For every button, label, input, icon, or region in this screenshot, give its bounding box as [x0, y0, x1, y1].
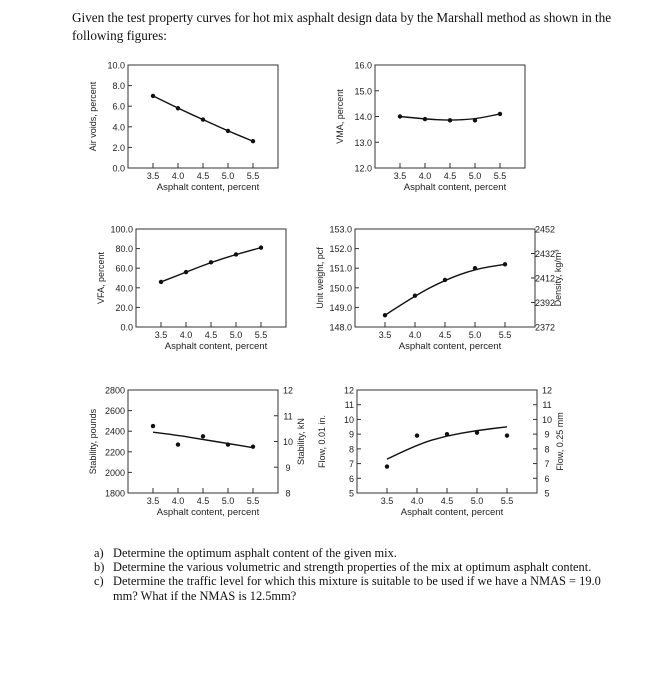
right-y-tick-label: 2412 [534, 273, 556, 284]
data-point [176, 106, 180, 110]
y-tick-label: 7 [348, 459, 354, 470]
vma-chart [325, 58, 540, 203]
y-tick-label: 8.0 [112, 81, 125, 92]
x-axis-label: Asphalt content, percent [400, 507, 504, 518]
fitted-curve [385, 264, 505, 315]
y-tick-label: 2400 [104, 426, 125, 437]
data-point [201, 117, 205, 121]
question-item [94, 574, 606, 602]
y-tick-label: 15.0 [354, 86, 372, 97]
y-axis-label: Flow, 0.01 in. [317, 414, 327, 469]
y-axis-label: VFA, percent [96, 251, 106, 305]
x-tick-label: 3.5 [393, 171, 407, 181]
data-point [473, 266, 477, 270]
data-point [151, 94, 155, 98]
x-axis-label: Asphalt content, percent [403, 182, 507, 193]
x-tick-label: 5.0 [221, 171, 235, 181]
y-tick-label: 10 [343, 414, 354, 425]
y-tick-label: 14.0 [354, 112, 372, 122]
y-tick-label: 6 [348, 473, 354, 484]
data-point [423, 117, 427, 121]
x-tick-label: 5.5 [500, 496, 514, 506]
y-tick-label: 11 [344, 400, 354, 411]
x-tick-label: 5.0 [229, 330, 243, 340]
y-tick-label: 2.0 [112, 142, 125, 153]
x-tick-label: 4.5 [196, 496, 210, 506]
question-item [94, 560, 606, 574]
x-axis-label: Asphalt content, percent [164, 341, 268, 352]
x-tick-label: 4.5 [196, 171, 210, 181]
data-point [151, 424, 155, 428]
question-label: a) [94, 546, 104, 560]
x-tick-label: 5.5 [246, 171, 260, 181]
data-point [415, 433, 419, 437]
x-tick-label: 5.0 [468, 171, 482, 181]
y-tick-label: 60.0 [115, 263, 133, 274]
x-tick-label: 5.0 [470, 496, 484, 506]
y-tick-label: 9 [348, 429, 354, 440]
x-axis-label: Asphalt content, percent [156, 507, 260, 518]
y-tick-label: 10.0 [107, 60, 125, 71]
y-tick-label: 13.0 [354, 137, 372, 148]
question-text: Determine the various volumetric and strength properties of the mix at optimum asphalt content. [113, 560, 592, 575]
right-y-tick-label: 2392 [534, 298, 556, 308]
data-point [473, 118, 477, 122]
x-tick-label: 4.0 [408, 330, 422, 340]
y-tick-label: 20.0 [115, 302, 133, 313]
y-tick-label: 149.0 [329, 302, 352, 313]
y-tick-label: 2600 [104, 406, 125, 417]
air-voids-chart [86, 58, 301, 203]
x-tick-label: 4.5 [443, 171, 457, 181]
data-point [445, 432, 449, 436]
data-point [226, 129, 230, 133]
question-text: Determine the optimum asphalt content of the given mix. [113, 546, 397, 560]
x-tick-label: 5.0 [468, 330, 482, 340]
flow-chart [317, 383, 590, 528]
right-y-tick-label: 8 [544, 444, 550, 455]
y-tick-label: 40.0 [115, 283, 133, 294]
fitted-curve [387, 427, 507, 459]
x-tick-label: 3.5 [146, 171, 160, 181]
right-y-axis-label: Density, kg/m³ [553, 249, 563, 307]
right-y-tick-label: 2432 [534, 249, 556, 259]
x-tick-label: 4.5 [438, 330, 452, 340]
y-tick-label: 2000 [104, 467, 125, 478]
x-tick-label: 3.5 [146, 496, 160, 506]
plot-frame [128, 390, 278, 493]
right-y-tick-label: 10 [541, 414, 553, 425]
y-tick-label: 12.0 [354, 163, 372, 174]
y-tick-label: 100.0 [110, 224, 133, 235]
data-point [159, 280, 163, 284]
x-tick-label: 5.0 [221, 496, 235, 506]
x-tick-label: 5.5 [493, 171, 507, 181]
data-point [385, 464, 389, 468]
stability-chart [86, 383, 331, 528]
right-y-axis-label: Stability, kN [296, 418, 306, 465]
question-label: b) [94, 560, 105, 575]
x-tick-label: 5.5 [254, 330, 268, 340]
right-y-tick-label: 5 [544, 488, 550, 499]
right-y-tick-label: 10 [282, 437, 294, 447]
y-tick-label: 1800 [104, 488, 125, 499]
right-y-tick-label: 2372 [534, 322, 556, 333]
question-text: Determine the traffic level for which this mixture is suitable to be used if we have a NMAS = 19.0 mm? What if the NMAS is 12.5mm? [113, 574, 601, 603]
x-axis-label: Asphalt content, percent [156, 182, 260, 193]
data-point [201, 434, 205, 438]
data-point [383, 313, 387, 317]
y-tick-label: 151.0 [329, 263, 352, 274]
y-tick-label: 8 [348, 444, 354, 455]
data-point [505, 433, 509, 437]
right-y-tick-label: 11 [542, 400, 552, 411]
x-tick-label: 4.0 [418, 171, 432, 181]
y-tick-label: 2800 [104, 385, 125, 396]
y-tick-label: 4.0 [112, 122, 125, 133]
x-tick-label: 5.5 [498, 330, 512, 340]
y-tick-label: 16.0 [354, 60, 372, 71]
x-tick-label: 4.5 [204, 330, 218, 340]
data-point [251, 444, 255, 448]
data-point [259, 245, 263, 249]
y-tick-label: 5 [348, 488, 354, 499]
problem-intro: Given the test property curves for hot mix asphalt design data by the Marshall method as shown in the following figures: [72, 10, 612, 43]
data-point [251, 139, 255, 143]
y-tick-label: 12 [343, 385, 354, 396]
y-tick-label: 148.0 [329, 322, 352, 333]
question-label: c) [94, 574, 104, 589]
x-tick-label: 4.0 [171, 171, 185, 181]
data-point [503, 262, 507, 266]
data-point [448, 118, 452, 122]
data-point [184, 270, 188, 274]
y-tick-label: 6.0 [112, 101, 125, 112]
data-point [443, 278, 447, 282]
data-point [176, 442, 180, 446]
x-tick-label: 4.0 [171, 496, 185, 506]
question-item [94, 546, 606, 560]
plot-frame [375, 65, 525, 168]
data-point [234, 252, 238, 256]
right-y-axis-label: Flow, 0.25 mm [555, 412, 565, 471]
plot-frame [136, 229, 286, 327]
right-y-tick-label: 8 [285, 488, 291, 499]
y-tick-label: 0.0 [120, 322, 133, 333]
x-tick-label: 3.5 [154, 330, 168, 340]
y-axis-label: Air voids, percent [88, 81, 98, 152]
y-axis-label: Unit weight, pcf [315, 247, 325, 309]
data-point [498, 112, 502, 116]
y-tick-label: 150.0 [329, 283, 352, 294]
x-axis-label: Asphalt content, percent [398, 341, 502, 352]
plot-frame [357, 390, 537, 493]
x-tick-label: 4.0 [410, 496, 424, 506]
right-y-tick-label: 6 [544, 473, 550, 484]
fitted-curve [161, 248, 261, 282]
y-tick-label: 153.0 [329, 224, 352, 235]
plot-frame [128, 65, 278, 168]
x-tick-label: 3.5 [380, 496, 394, 506]
unit-weight-chart [315, 222, 590, 367]
y-tick-label: 152.0 [329, 244, 352, 255]
x-tick-label: 3.5 [378, 330, 392, 340]
data-point [226, 442, 230, 446]
x-tick-label: 4.5 [440, 496, 454, 506]
data-point [413, 293, 417, 297]
right-y-tick-label: 9 [544, 429, 550, 440]
right-y-tick-label: 7 [544, 459, 550, 470]
right-y-tick-label: 9 [285, 462, 291, 473]
vfa-chart [86, 222, 301, 367]
x-tick-label: 5.5 [246, 496, 260, 506]
data-point [209, 260, 213, 264]
y-tick-label: 2200 [104, 447, 125, 458]
data-point [475, 430, 479, 434]
y-axis-label: VMA, percent [335, 89, 345, 144]
right-y-tick-label: 11 [283, 411, 293, 422]
y-tick-label: 80.0 [115, 244, 133, 255]
right-y-tick-label: 12 [282, 385, 294, 396]
y-tick-label: 0.0 [112, 163, 125, 174]
x-tick-label: 4.0 [179, 330, 193, 340]
right-y-tick-label: 12 [541, 385, 553, 396]
data-point [398, 114, 402, 118]
question-list [94, 546, 606, 603]
y-axis-label: Stability, pounds [88, 408, 98, 475]
right-y-tick-label: 2452 [534, 224, 556, 235]
